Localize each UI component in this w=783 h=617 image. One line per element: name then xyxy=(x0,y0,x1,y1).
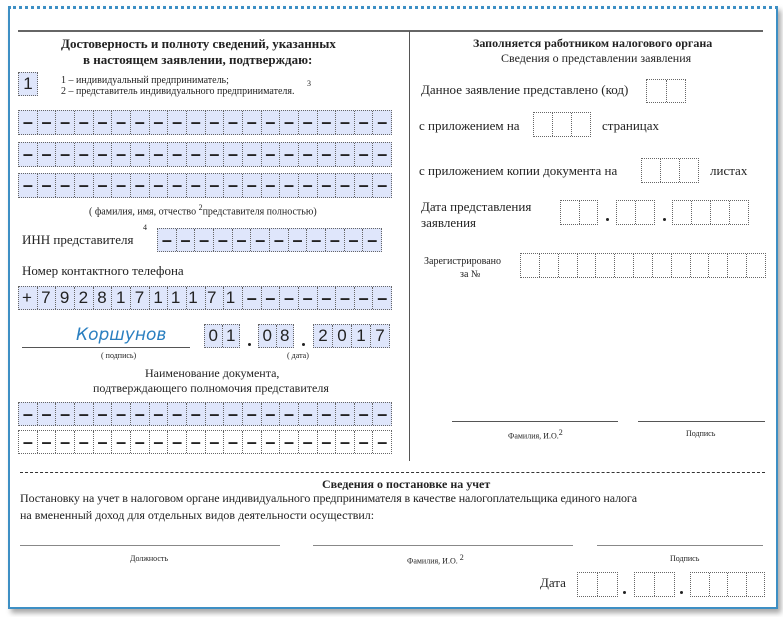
char-cell: – xyxy=(187,143,206,166)
submission-date-label-2: заявления xyxy=(421,215,477,230)
char-cell xyxy=(561,201,580,224)
name-caption-start: ( фамилия, имя, отчество xyxy=(89,206,197,218)
char-cell xyxy=(521,254,540,277)
office-subheading: Сведения о представлении заявления xyxy=(501,51,692,65)
char-cell: – xyxy=(75,403,94,425)
char-cell: – xyxy=(318,143,337,166)
char-cell: – xyxy=(377,112,388,132)
char-cell: – xyxy=(168,143,187,166)
char-cell: – xyxy=(326,229,345,251)
char-cell: – xyxy=(131,111,150,134)
char-cell xyxy=(636,201,654,224)
char-cell xyxy=(711,201,730,224)
char-cell: – xyxy=(318,287,337,309)
fio-caption-text: Фамилия, И.О. xyxy=(508,431,559,441)
char-cell: – xyxy=(299,174,318,197)
code-field[interactable] xyxy=(646,79,686,103)
char-cell: – xyxy=(262,403,281,425)
char-cell: 0 xyxy=(205,325,223,347)
char-cell xyxy=(534,113,553,136)
char-cell: – xyxy=(206,111,225,134)
char-cell: – xyxy=(168,431,187,453)
char-cell xyxy=(655,573,674,596)
char-cell: – xyxy=(56,403,75,425)
char-cell: – xyxy=(224,431,243,453)
char-cell: – xyxy=(38,403,57,425)
officer-sign-caption: Подпись xyxy=(670,554,700,563)
char-cell: – xyxy=(355,174,374,197)
char-cell: – xyxy=(150,403,169,425)
char-cell: – xyxy=(336,174,355,197)
registration-number-field[interactable] xyxy=(520,253,766,278)
registered-label-2: за № xyxy=(460,269,481,280)
char-cell: – xyxy=(19,403,38,425)
char-cell xyxy=(667,80,686,102)
code-label: Данное заявление представлено (код) xyxy=(421,82,629,97)
char-cell: – xyxy=(318,431,337,453)
footnote-2: 2 xyxy=(459,553,464,562)
char-cell: – xyxy=(318,111,337,134)
date-month-field[interactable] xyxy=(258,324,294,348)
char-cell: – xyxy=(262,287,281,309)
pages-field[interactable] xyxy=(533,112,591,137)
officer-fio-caption xyxy=(407,553,464,566)
char-cell: – xyxy=(56,111,75,134)
fio-line xyxy=(452,421,618,422)
char-cell: 7 xyxy=(375,326,385,345)
char-cell: – xyxy=(112,431,131,453)
char-cell xyxy=(709,254,728,277)
footnote-2: 2 xyxy=(198,203,203,212)
office-heading: Заполняется работником налогового органа xyxy=(473,36,713,50)
char-cell: – xyxy=(243,174,262,197)
footnote-2: 2 xyxy=(558,428,563,437)
char-cell: – xyxy=(355,143,374,166)
char-cell: – xyxy=(158,229,177,251)
char-cell xyxy=(596,254,615,277)
pages-suffix: страницах xyxy=(602,118,660,133)
char-cell: – xyxy=(355,431,374,453)
char-cell xyxy=(710,573,729,596)
char-cell: – xyxy=(355,403,374,425)
char-cell xyxy=(653,254,672,277)
char-cell: – xyxy=(224,143,243,166)
officer-fio-line xyxy=(313,545,573,546)
char-cell: – xyxy=(38,111,57,134)
char-cell: – xyxy=(112,174,131,197)
char-cell: – xyxy=(112,143,131,166)
char-cell: – xyxy=(94,174,113,197)
doc-label-2: подтверждающего полномочия представителя xyxy=(93,381,329,395)
char-cell: – xyxy=(187,431,206,453)
char-cell: – xyxy=(56,431,75,453)
signature-line xyxy=(22,347,190,348)
registration-text-2: на вмененный доход для отдельных видов деятельности осуществил: xyxy=(20,508,375,522)
char-cell xyxy=(661,159,680,182)
submission-day-field[interactable] xyxy=(560,200,598,225)
date-day-field[interactable] xyxy=(204,324,240,348)
fio-caption xyxy=(508,428,563,441)
pages-label: с приложением на xyxy=(419,118,520,133)
char-cell: – xyxy=(345,229,364,251)
char-cell xyxy=(572,113,590,136)
char-cell xyxy=(578,573,598,596)
char-cell: – xyxy=(112,403,131,425)
char-cell: – xyxy=(243,143,262,166)
char-cell: – xyxy=(377,403,388,424)
footnote-4: 4 xyxy=(143,223,147,232)
char-cell: – xyxy=(299,143,318,166)
phone-value: +79281711171 xyxy=(22,288,245,307)
char-cell: – xyxy=(19,174,38,197)
char-cell: – xyxy=(19,111,38,134)
char-cell: – xyxy=(262,143,281,166)
char-cell: 0 xyxy=(259,325,277,347)
char-cell: – xyxy=(243,431,262,453)
registration-month-field[interactable] xyxy=(634,572,675,597)
date-separator xyxy=(663,218,666,221)
doc-label-1: Наименование документа, xyxy=(145,366,280,380)
char-cell xyxy=(635,573,655,596)
position-line xyxy=(20,545,280,546)
char-cell: 8 xyxy=(280,326,290,345)
char-cell: – xyxy=(214,229,233,251)
char-cell: – xyxy=(355,111,374,134)
char-cell: – xyxy=(299,287,318,309)
char-cell: – xyxy=(94,111,113,134)
officer-sign-line xyxy=(597,545,763,546)
char-cell: – xyxy=(299,111,318,134)
char-cell: – xyxy=(112,111,131,134)
char-cell: – xyxy=(367,229,378,250)
signer-code-field[interactable] xyxy=(18,72,38,96)
char-cell: – xyxy=(224,403,243,425)
copies-field[interactable] xyxy=(641,158,699,183)
char-cell: – xyxy=(206,431,225,453)
char-cell: – xyxy=(75,174,94,197)
char-cell: – xyxy=(94,403,113,425)
char-cell: – xyxy=(150,431,169,453)
option-1-text: 1 – индивидуальный предприниматель; xyxy=(61,75,229,86)
char-cell xyxy=(692,201,711,224)
footnote-3: 3 xyxy=(307,79,311,88)
char-cell: – xyxy=(168,111,187,134)
char-cell: – xyxy=(299,431,318,453)
char-cell: – xyxy=(131,143,150,166)
char-cell: – xyxy=(270,229,289,251)
char-cell: – xyxy=(75,143,94,166)
char-cell xyxy=(559,254,578,277)
char-cell: – xyxy=(224,111,243,134)
char-cell: – xyxy=(377,431,388,452)
phone-label: Номер контактного телефона xyxy=(22,263,184,278)
date-caption: ( дата) xyxy=(287,351,309,360)
char-cell xyxy=(672,254,691,277)
char-cell: – xyxy=(280,111,299,134)
sign-line xyxy=(638,421,765,422)
char-cell xyxy=(691,254,710,277)
doc-row-1[interactable] xyxy=(18,402,392,426)
char-cell: – xyxy=(187,403,206,425)
submission-month-field[interactable] xyxy=(616,200,655,225)
option-2-text: 2 – представитель индивидуального предпринимателя. xyxy=(61,86,295,97)
char-cell: – xyxy=(336,287,355,309)
char-cell: – xyxy=(377,287,388,308)
confirm-heading-1: Достоверность и полноту сведений, указанных xyxy=(61,36,336,51)
char-cell: – xyxy=(299,403,318,425)
char-cell: – xyxy=(336,431,355,453)
cut-line xyxy=(20,472,765,473)
char-cell: – xyxy=(94,431,113,453)
inn-label: ИНН представителя xyxy=(22,232,134,247)
char-cell: – xyxy=(262,174,281,197)
char-cell xyxy=(728,254,747,277)
char-cell: – xyxy=(377,175,388,195)
submission-date-label-1: Дата представления xyxy=(421,199,532,214)
name-row-2[interactable] xyxy=(18,142,392,167)
char-cell: – xyxy=(280,403,299,425)
registration-day-field[interactable] xyxy=(577,572,618,597)
char-cell: – xyxy=(150,111,169,134)
char-cell xyxy=(617,201,636,224)
char-cell: – xyxy=(150,174,169,197)
char-cell: – xyxy=(243,403,262,425)
char-cell xyxy=(691,573,710,596)
char-cell: – xyxy=(56,143,75,166)
signature-caption: ( подпись) xyxy=(101,351,137,360)
char-cell: – xyxy=(289,229,308,251)
doc-row-2[interactable] xyxy=(18,430,392,454)
copies-suffix: листах xyxy=(710,163,748,178)
char-cell: – xyxy=(131,431,150,453)
char-cell xyxy=(680,159,698,182)
char-cell: – xyxy=(38,143,57,166)
confirm-heading-2: в настоящем заявлении, подтверждаю: xyxy=(83,52,313,67)
name-row-3[interactable] xyxy=(18,173,392,198)
char-cell: – xyxy=(94,143,113,166)
position-caption: Должность xyxy=(130,554,169,563)
char-cell: – xyxy=(243,111,262,134)
char-cell xyxy=(730,201,748,224)
date-separator xyxy=(248,343,251,346)
char-cell: – xyxy=(280,431,299,453)
char-cell xyxy=(728,573,747,596)
char-cell: – xyxy=(206,143,225,166)
date-separator xyxy=(302,343,305,346)
char-cell xyxy=(553,113,572,136)
char-cell: – xyxy=(168,174,187,197)
char-cell: – xyxy=(251,229,270,251)
copies-label: с приложением копии документа на xyxy=(419,163,618,178)
char-cell xyxy=(647,80,667,102)
char-cell: – xyxy=(262,431,281,453)
char-cell: – xyxy=(187,174,206,197)
char-cell: – xyxy=(187,111,206,134)
char-cell xyxy=(580,201,598,224)
char-cell: – xyxy=(280,287,299,309)
date-separator xyxy=(680,591,683,594)
char-cell xyxy=(634,254,653,277)
signature-image: Коршунов xyxy=(76,325,167,345)
name-row-1[interactable] xyxy=(18,110,392,135)
char-cell xyxy=(642,159,661,182)
char-cell: – xyxy=(131,174,150,197)
char-cell: – xyxy=(150,143,169,166)
char-cell xyxy=(747,573,765,596)
char-cell: 0 xyxy=(333,325,352,347)
char-cell xyxy=(540,254,559,277)
registration-year-field[interactable] xyxy=(690,572,765,597)
registration-text-1: Постановку на учет в налоговом органе индивидуального предпринимателя в качестве налогоплательщика единого налога xyxy=(20,491,637,505)
char-cell xyxy=(598,573,617,596)
char-cell: – xyxy=(243,287,262,309)
char-cell: – xyxy=(377,144,388,164)
char-cell: 1 xyxy=(352,325,371,347)
char-cell: – xyxy=(318,174,337,197)
char-cell: – xyxy=(336,111,355,134)
char-cell: – xyxy=(19,143,38,166)
char-cell: – xyxy=(131,403,150,425)
char-cell: – xyxy=(336,143,355,166)
char-cell: – xyxy=(38,174,57,197)
date-separator xyxy=(623,591,626,594)
char-cell: – xyxy=(336,403,355,425)
registered-label-1: Зарегистрировано xyxy=(424,256,502,267)
char-cell: – xyxy=(355,287,374,309)
char-cell: – xyxy=(307,229,326,251)
char-cell: – xyxy=(168,403,187,425)
char-cell: 2 xyxy=(314,325,333,347)
char-cell: – xyxy=(206,174,225,197)
char-cell: 1 xyxy=(23,74,33,93)
char-cell xyxy=(673,201,692,224)
submission-year-field[interactable] xyxy=(672,200,749,225)
char-cell: – xyxy=(19,431,38,453)
registration-date-label: Дата xyxy=(540,575,566,590)
date-separator xyxy=(606,218,609,221)
column-divider xyxy=(409,31,410,461)
char-cell: – xyxy=(206,403,225,425)
char-cell: – xyxy=(318,403,337,425)
date-year-field[interactable] xyxy=(313,324,390,348)
char-cell: – xyxy=(280,143,299,166)
char-cell: 1 xyxy=(226,326,236,345)
officer-fio-text: Фамилия, И.О. xyxy=(407,556,458,566)
char-cell: – xyxy=(233,229,252,251)
char-cell xyxy=(747,254,765,277)
char-cell xyxy=(615,254,634,277)
char-cell xyxy=(578,254,597,277)
top-rule xyxy=(18,30,763,32)
char-cell: – xyxy=(280,174,299,197)
char-cell: – xyxy=(75,111,94,134)
char-cell: – xyxy=(262,111,281,134)
registration-heading: Сведения о постановке на учет xyxy=(322,477,491,491)
char-cell: – xyxy=(224,174,243,197)
char-cell: – xyxy=(75,431,94,453)
name-caption xyxy=(89,203,317,217)
name-caption-end: представителя полностью) xyxy=(202,206,317,218)
char-cell: – xyxy=(56,174,75,197)
inn-field[interactable] xyxy=(157,228,382,252)
char-cell: – xyxy=(38,431,57,453)
char-cell: – xyxy=(177,229,196,251)
sign-caption: Подпись xyxy=(686,429,716,438)
char-cell: – xyxy=(195,229,214,251)
